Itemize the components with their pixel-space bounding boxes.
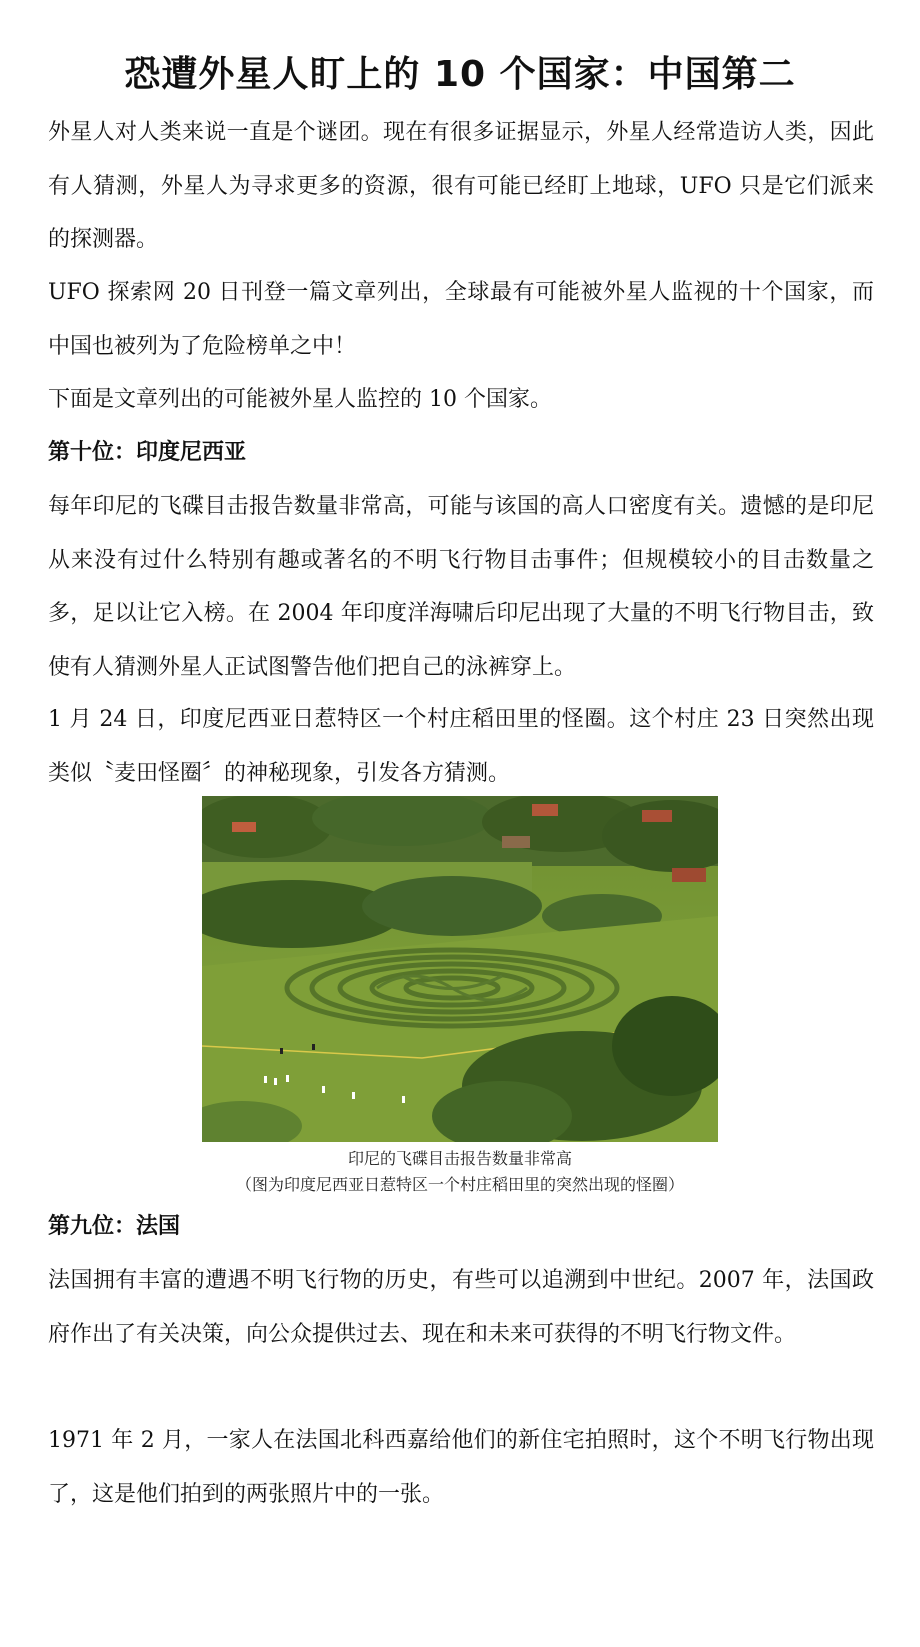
figure-caption-line-2: （图为印度尼西亚日惹特区一个村庄稻田里的突然出现的怪圈） bbox=[235, 1175, 684, 1194]
article-title: 恐遭外星人盯上的 10 个国家：中国第二 bbox=[124, 54, 796, 95]
intro-paragraph-3: 下面是文章列出的可能被外星人监控的 10 个国家。 bbox=[48, 387, 552, 412]
intro-paragraph-2: UFO 探索网 20 日刊登一篇文章列出，全球最有可能被外星人监视的十个国家，而中国也被列为了危险榜单之中！ bbox=[48, 280, 874, 359]
crop-circle-illustration bbox=[202, 796, 718, 1142]
indonesia-paragraph-2: 1 月 24 日，印度尼西亚日惹特区一个村庄稻田里的怪圈。这个村庄 23 日突然出现类似〝麦田怪圈〞的神秘现象，引发各方猜测。 bbox=[48, 707, 874, 786]
indonesia-paragraph-1: 每年印尼的飞碟目击报告数量非常高，可能与该国的高人口密度有关。遗憾的是印尼从来没有过什么特别有趣或著名的不明飞行物目击事件；但规模较小的目击数量之多，足以让它入榜。在 2004 年印度洋海啸后印尼出现了大量的不明飞行物目击，致使有人猜测外星人正试图警告他们把自己的泳裤穿上。 bbox=[48, 494, 874, 680]
section-heading-rank-9: 第九位：法国 bbox=[48, 1214, 181, 1239]
france-paragraph-1: 法国拥有丰富的遭遇不明飞行物的历史，有些可以追溯到中世纪。2007 年，法国政府作出了有关决策，向公众提供过去、现在和未来可获得的不明飞行物文件。 bbox=[48, 1268, 874, 1347]
intro-paragraph-1: 外星人对人类来说一直是个谜团。现在有很多证据显示，外星人经常造访人类，因此有人猜测，外星人为寻求更多的资源，很有可能已经盯上地球，UFO 只是它们派来的探测器。 bbox=[48, 120, 874, 252]
france-paragraph-2: 1971 年 2 月，一家人在法国北科西嘉给他们的新住宅拍照时，这个不明飞行物出现了，这是他们拍到的两张照片中的一张。 bbox=[48, 1428, 874, 1507]
crop-circle-photo bbox=[202, 796, 718, 1142]
figure-caption-line-1: 印尼的飞碟目击报告数量非常高 bbox=[347, 1149, 572, 1168]
section-heading-rank-10: 第十位：印度尼西亚 bbox=[48, 440, 247, 465]
